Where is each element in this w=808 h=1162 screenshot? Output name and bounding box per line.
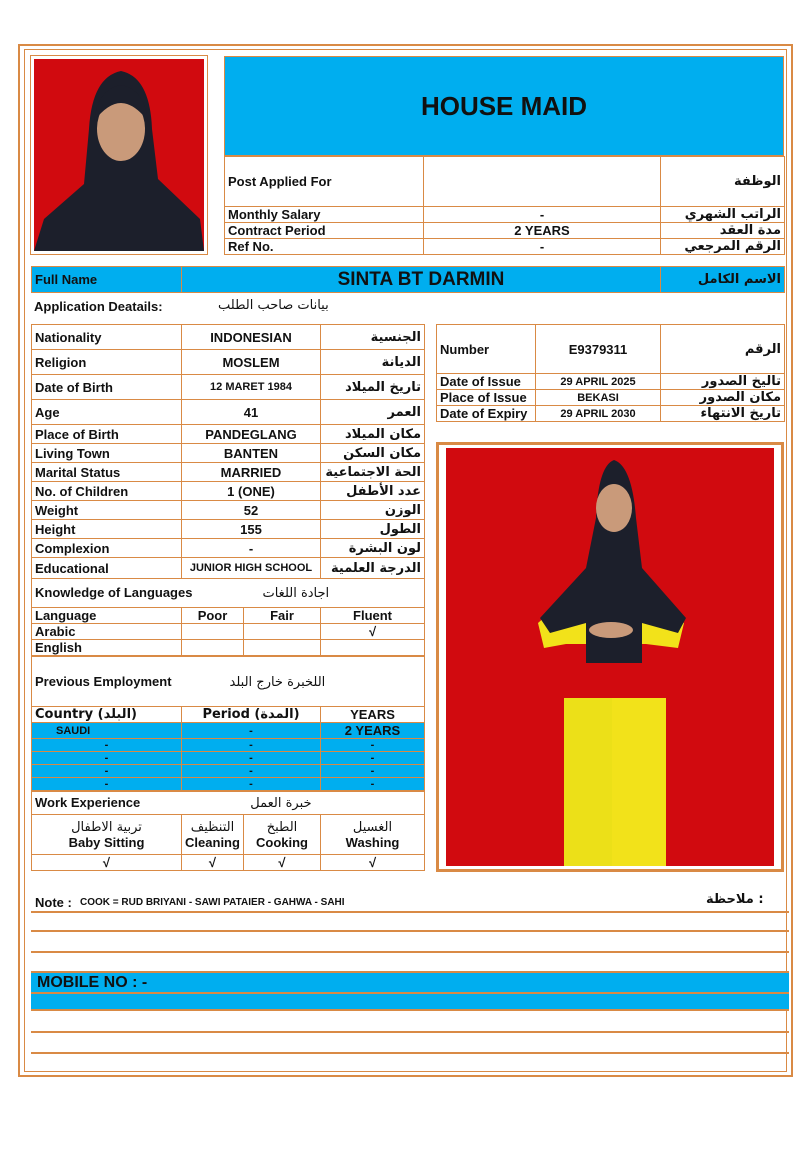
header-title-box bbox=[224, 56, 784, 156]
work-label: Work Experience bbox=[35, 795, 141, 810]
post-label-ar: الرقم المرجعي bbox=[661, 239, 785, 255]
employment-years: - bbox=[321, 778, 425, 791]
personal-label-ar: العمر bbox=[321, 400, 425, 425]
language-poor bbox=[182, 624, 244, 640]
personal-row bbox=[32, 350, 425, 375]
portrait-photo bbox=[34, 59, 204, 251]
post-label: Monthly Salary bbox=[225, 207, 424, 223]
personal-row bbox=[32, 463, 425, 482]
note-value: COOK = RUD BRIYANI - SAWI PATAIER - GAHWA - SAHI bbox=[80, 897, 345, 908]
personal-label: Educational bbox=[32, 558, 182, 579]
employment-period: - bbox=[182, 739, 321, 752]
personal-label-ar: مكان السكن bbox=[321, 444, 425, 463]
language-name: English bbox=[32, 640, 182, 656]
personal-row bbox=[32, 558, 425, 579]
language-name: Arabic bbox=[32, 624, 182, 640]
personal-label-ar: الطول bbox=[321, 520, 425, 539]
languages-label: Knowledge of Languages bbox=[35, 585, 193, 600]
skill-label-ar: الطبخ bbox=[266, 819, 298, 835]
skill-cell bbox=[32, 815, 182, 855]
employment-period: - bbox=[182, 723, 321, 739]
mobile-divider bbox=[31, 992, 789, 994]
post-value: - bbox=[424, 207, 661, 223]
employment-years: - bbox=[321, 765, 425, 778]
post-label-ar: مدة العقد bbox=[661, 223, 785, 239]
languages-label-ar: اجادة اللغات bbox=[262, 586, 330, 601]
employment-years: - bbox=[321, 739, 425, 752]
passport-label: Place of Issue bbox=[437, 390, 536, 406]
application-label-ar: بيانات صاحب الطلب bbox=[218, 298, 329, 313]
personal-label: Date of Birth bbox=[32, 375, 182, 400]
employment-table bbox=[31, 656, 425, 791]
employment-header-row bbox=[32, 707, 425, 723]
language-poor bbox=[182, 640, 244, 656]
personal-value: INDONESIAN bbox=[182, 325, 321, 350]
employment-period: - bbox=[182, 778, 321, 791]
post-value: - bbox=[424, 239, 661, 255]
skill-label-ar: الغسيل bbox=[352, 819, 393, 835]
personal-label: Nationality bbox=[32, 325, 182, 350]
skill-label-ar: تربية الاطفال bbox=[71, 819, 142, 835]
employment-label: Previous Employment bbox=[35, 673, 172, 689]
employment-country: - bbox=[32, 739, 182, 752]
post-label-ar: الراتب الشهري bbox=[661, 207, 785, 223]
personal-label-ar: لون البشرة bbox=[321, 539, 425, 558]
divider-line bbox=[31, 930, 789, 932]
passport-label: Number bbox=[437, 325, 536, 374]
employment-years: 2 YEARS bbox=[321, 723, 425, 739]
employment-period: - bbox=[182, 752, 321, 765]
full-name-label: Full Name bbox=[32, 267, 182, 293]
employment-title-row bbox=[32, 657, 425, 707]
skill-mark: √ bbox=[32, 855, 182, 871]
skill-label: Washing bbox=[345, 834, 400, 850]
personal-value: MOSLEM bbox=[182, 350, 321, 375]
lang-header-fair: Fair bbox=[244, 608, 321, 624]
full-name-bar bbox=[31, 266, 785, 293]
personal-label-ar: تاريخ الميلاد bbox=[321, 375, 425, 400]
personal-value: 52 bbox=[182, 501, 321, 520]
passport-label: Date of Issue bbox=[437, 374, 536, 390]
language-row bbox=[32, 640, 425, 656]
application-label: Application Deatails: bbox=[34, 299, 163, 314]
work-skills-row bbox=[32, 815, 425, 855]
passport-row bbox=[437, 390, 785, 406]
employment-years: - bbox=[321, 752, 425, 765]
personal-label-ar: مكان الميلاد bbox=[321, 425, 425, 444]
employment-country: - bbox=[32, 752, 182, 765]
post-row bbox=[225, 223, 785, 239]
employment-row bbox=[32, 752, 425, 765]
skill-label: Cleaning bbox=[185, 834, 240, 850]
skill-mark: √ bbox=[244, 855, 321, 871]
personal-value: 155 bbox=[182, 520, 321, 539]
skill-mark: √ bbox=[182, 855, 244, 871]
personal-row bbox=[32, 400, 425, 425]
full-name-label-ar: الاسم الكامل bbox=[661, 267, 785, 293]
personal-value: JUNIOR HIGH SCHOOL bbox=[182, 558, 321, 579]
post-value: 2 YEARS bbox=[424, 223, 661, 239]
personal-label-ar: الوزن bbox=[321, 501, 425, 520]
passport-value: E9379311 bbox=[536, 325, 661, 374]
page-title: HOUSE MAID bbox=[420, 90, 588, 121]
post-row bbox=[225, 239, 785, 255]
personal-label: Height bbox=[32, 520, 182, 539]
personal-label: No. of Children bbox=[32, 482, 182, 501]
personal-label: Age bbox=[32, 400, 182, 425]
personal-row bbox=[32, 375, 425, 400]
skill-mark: √ bbox=[321, 855, 425, 871]
employment-header-country: Country (البلد) bbox=[32, 707, 182, 723]
personal-row bbox=[32, 325, 425, 350]
lang-header-poor: Poor bbox=[182, 608, 244, 624]
personal-label: Living Town bbox=[32, 444, 182, 463]
personal-value: 41 bbox=[182, 400, 321, 425]
personal-row bbox=[32, 539, 425, 558]
personal-row bbox=[32, 520, 425, 539]
passport-label-ar: الرقم bbox=[661, 325, 785, 374]
personal-label-ar: الدرجة العلمية bbox=[321, 558, 425, 579]
employment-row bbox=[32, 723, 425, 739]
personal-row bbox=[32, 425, 425, 444]
employment-country: - bbox=[32, 765, 182, 778]
passport-value: 29 APRIL 2030 bbox=[536, 406, 661, 422]
post-table bbox=[224, 156, 785, 255]
personal-label: Weight bbox=[32, 501, 182, 520]
work-experience-table bbox=[31, 791, 425, 871]
employment-country: - bbox=[32, 778, 182, 791]
personal-label-ar: الحة الاجتماعية bbox=[321, 463, 425, 482]
lang-header-fluent: Fluent bbox=[321, 608, 425, 624]
divider-line bbox=[31, 1031, 789, 1033]
personal-value: - bbox=[182, 539, 321, 558]
mobile-bar bbox=[31, 971, 789, 1011]
note-label: Note : bbox=[35, 895, 72, 910]
languages-title-row bbox=[32, 579, 425, 608]
employment-row bbox=[32, 778, 425, 791]
passport-row bbox=[437, 406, 785, 422]
post-label: Post Applied For bbox=[225, 157, 424, 207]
work-marks-row bbox=[32, 855, 425, 871]
personal-label: Place of Birth bbox=[32, 425, 182, 444]
personal-value: PANDEGLANG bbox=[182, 425, 321, 444]
language-fluent bbox=[321, 640, 425, 656]
language-fair bbox=[244, 624, 321, 640]
language-fluent: √ bbox=[321, 624, 425, 640]
personal-value: MARRIED bbox=[182, 463, 321, 482]
personal-value: 12 MARET 1984 bbox=[182, 375, 321, 400]
employment-header-years: YEARS bbox=[321, 707, 425, 723]
divider-line bbox=[31, 1052, 789, 1054]
passport-label-ar: مكان الصدور bbox=[661, 390, 785, 406]
personal-value: 1 (ONE) bbox=[182, 482, 321, 501]
passport-table bbox=[436, 324, 785, 422]
employment-country: SAUDI bbox=[32, 723, 182, 739]
personal-label-ar: الديانة bbox=[321, 350, 425, 375]
passport-label-ar: تاريخ الانتهاء bbox=[661, 406, 785, 422]
personal-label: Religion bbox=[32, 350, 182, 375]
employment-row bbox=[32, 739, 425, 752]
personal-row bbox=[32, 444, 425, 463]
employment-row bbox=[32, 765, 425, 778]
personal-row bbox=[32, 501, 425, 520]
skill-label-ar: التنظيف bbox=[190, 819, 235, 835]
employment-header-period: Period (المدة) bbox=[182, 707, 321, 723]
full-name-value: SINTA BT DARMIN bbox=[182, 267, 661, 293]
passport-label-ar: تاليخ الصدور bbox=[661, 374, 785, 390]
personal-label: Complexion bbox=[32, 539, 182, 558]
work-label-ar: خبرة العمل bbox=[250, 796, 312, 811]
passport-row bbox=[437, 374, 785, 390]
languages-table bbox=[31, 578, 425, 656]
personal-label-ar: الجنسية bbox=[321, 325, 425, 350]
passport-value: BEKASI bbox=[536, 390, 661, 406]
skill-label: Cooking bbox=[256, 834, 308, 850]
employment-label-ar: اللخبرة خارج البلد bbox=[229, 674, 326, 690]
post-row bbox=[225, 157, 785, 207]
language-fair bbox=[244, 640, 321, 656]
post-label: Ref No. bbox=[225, 239, 424, 255]
passport-label: Date of Expiry bbox=[437, 406, 536, 422]
skill-label: Baby Sitting bbox=[68, 834, 145, 850]
divider-line bbox=[31, 911, 789, 913]
post-row bbox=[225, 207, 785, 223]
work-title-row bbox=[32, 792, 425, 815]
personal-table bbox=[31, 324, 425, 579]
full-body-photo bbox=[446, 448, 774, 866]
personal-value: BANTEN bbox=[182, 444, 321, 463]
passport-row bbox=[437, 325, 785, 374]
personal-label: Marital Status bbox=[32, 463, 182, 482]
post-label-ar: الوظفة bbox=[661, 157, 785, 207]
passport-value: 29 APRIL 2025 bbox=[536, 374, 661, 390]
skill-cell bbox=[321, 815, 425, 855]
skill-cell bbox=[182, 815, 244, 855]
post-value bbox=[424, 157, 661, 207]
mobile-label: MOBILE NO : - bbox=[37, 974, 148, 991]
divider-line bbox=[31, 951, 789, 953]
personal-row bbox=[32, 482, 425, 501]
note-label-ar: ملاحظة : bbox=[706, 892, 764, 907]
skill-cell bbox=[244, 815, 321, 855]
lang-header-language: Language bbox=[32, 608, 182, 624]
personal-label-ar: عدد الأطفل bbox=[321, 482, 425, 501]
language-row bbox=[32, 624, 425, 640]
post-label: Contract Period bbox=[225, 223, 424, 239]
languages-header-row bbox=[32, 608, 425, 624]
employment-period: - bbox=[182, 765, 321, 778]
